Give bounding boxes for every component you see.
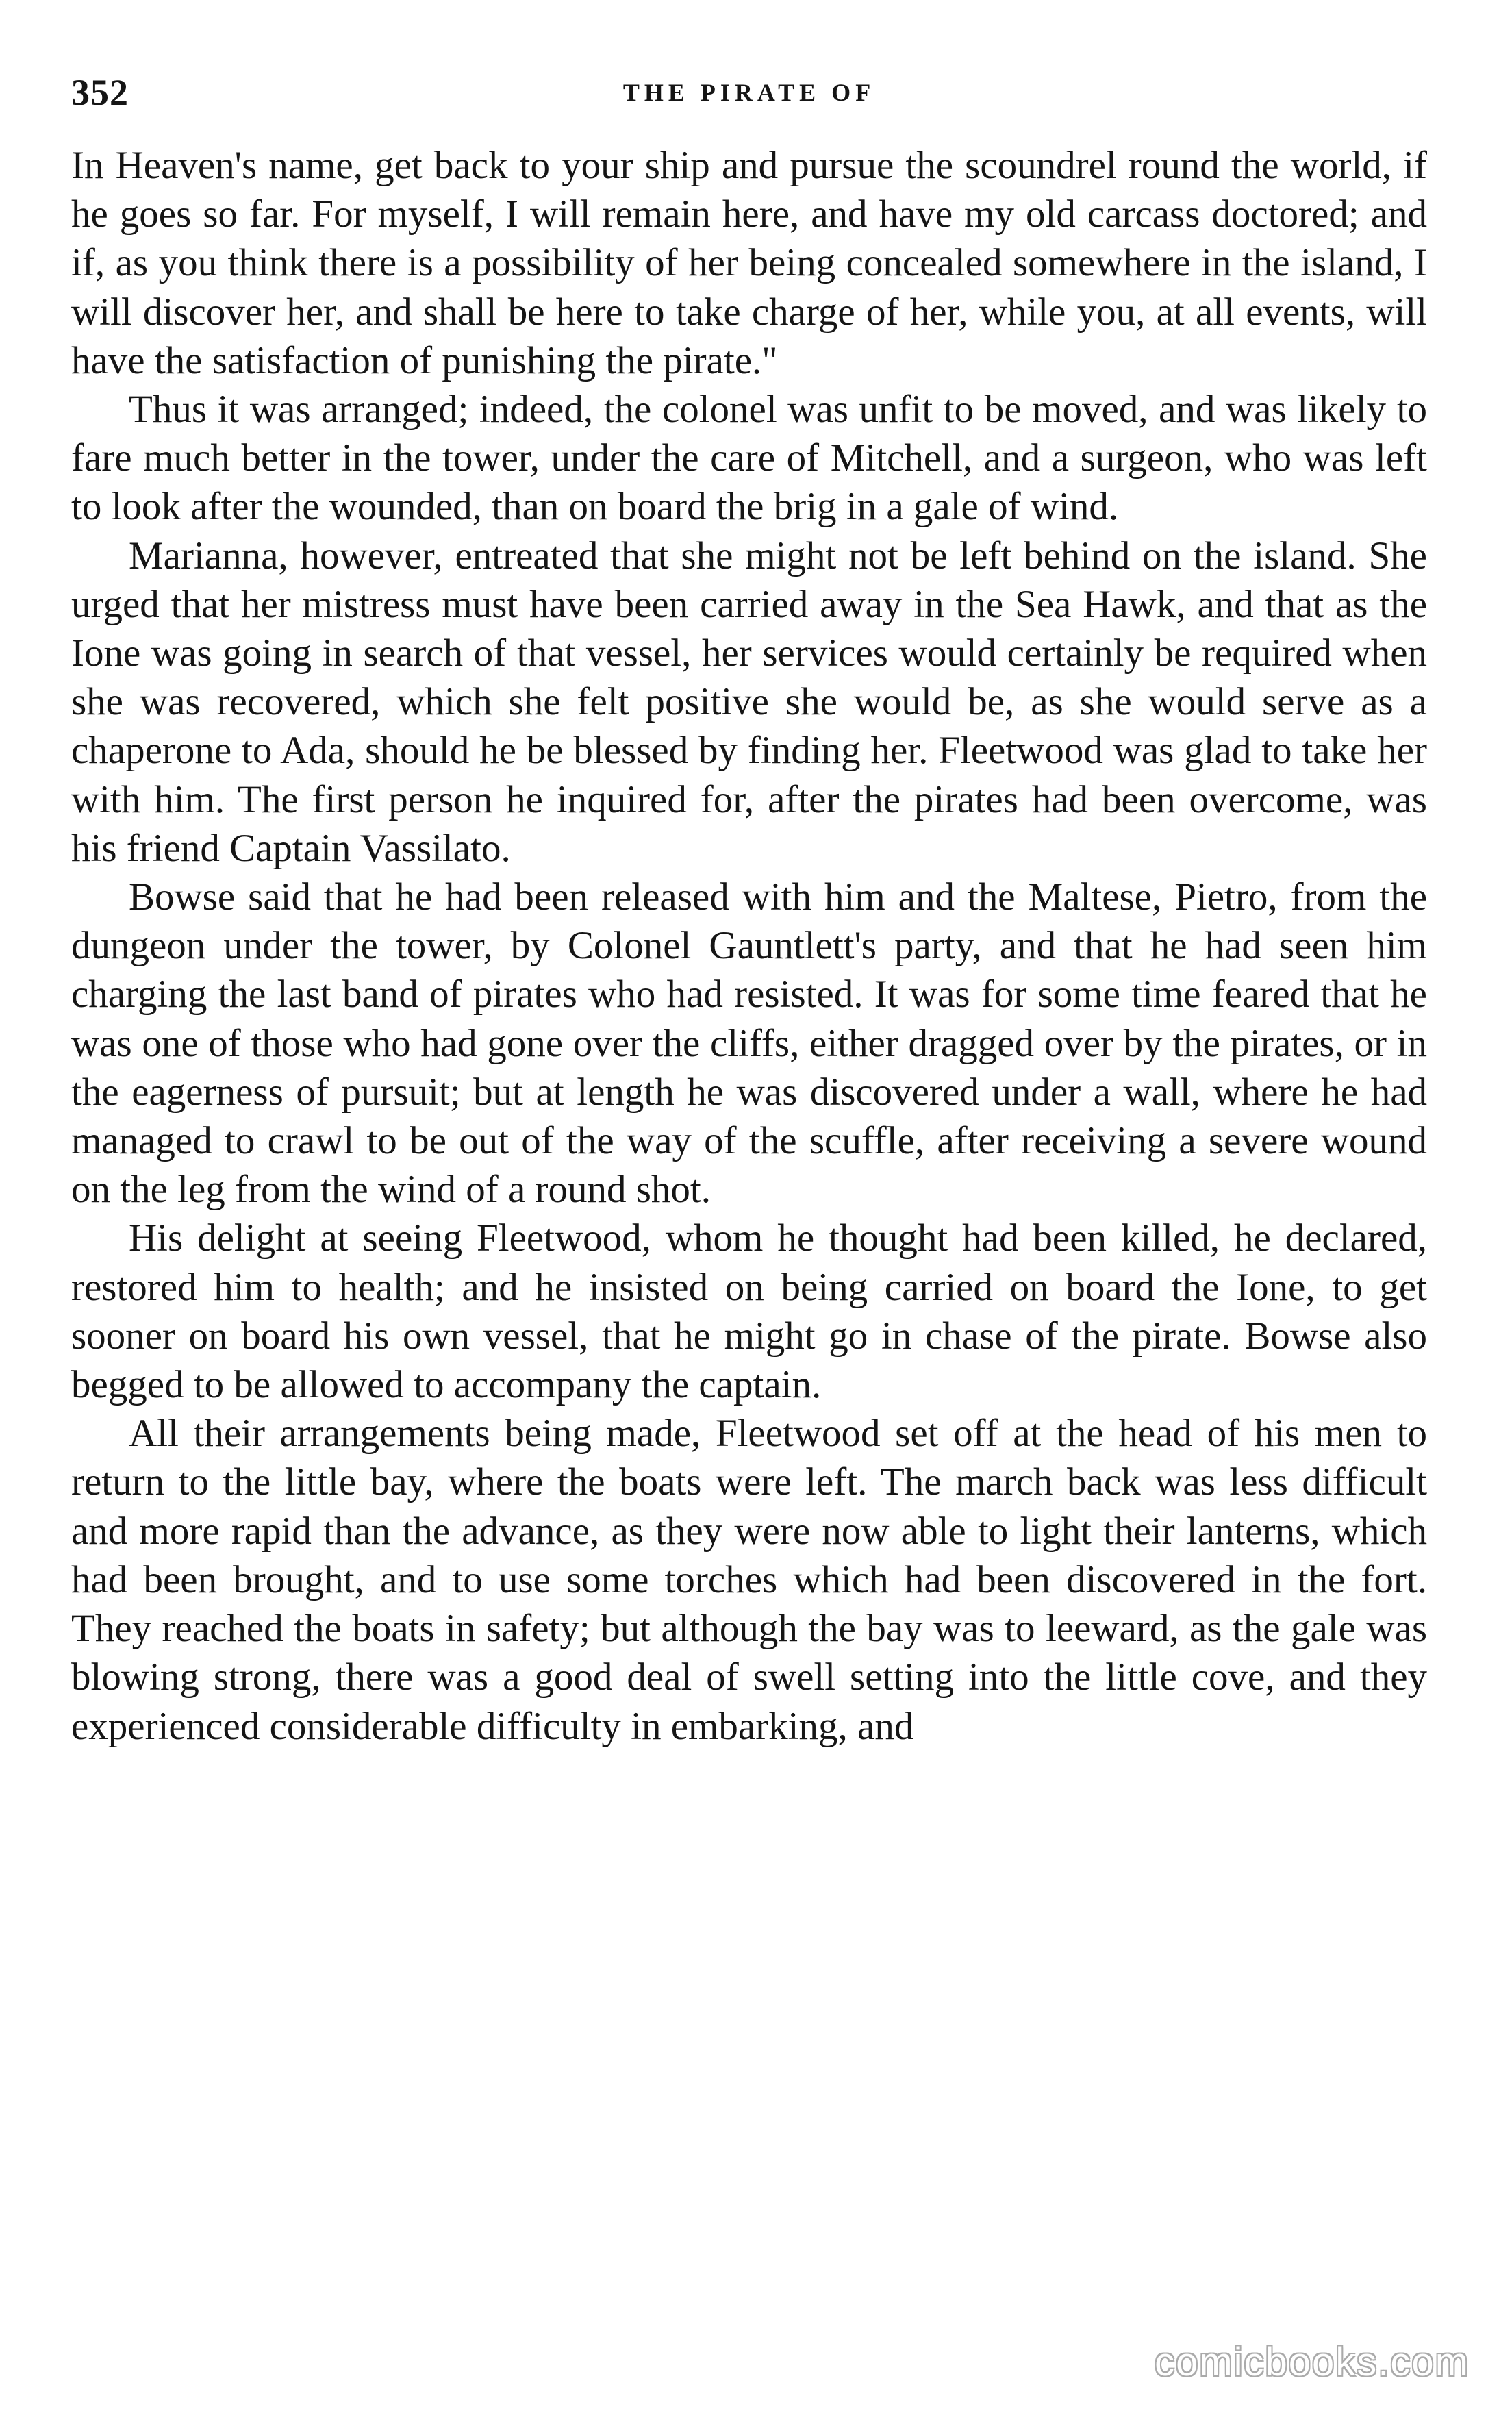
page-header (71, 71, 1427, 121)
paragraph: His delight at seeing Fleetwood, whom he thought had been killed, he declared, restored him to health; and he insisted on being carried on board the Ione, to get sooner on board his own vessel, that he might go in chase of the pirate. Bowse also begged to be allowed to accompany the captain. (71, 1216, 1427, 1407)
paragraph: Bowse said that he had been released with him and the Maltese, Pietro, from the dungeon under the tower, by Colonel Gauntlett's party, and that he had seen him charging the last band of pirates who had resisted. It was for some time feared that he was one of those who had gone over the cliffs, either dragged over by the pirates, or in the eagerness of pursuit; but at length he was discovered under a wall, where he had managed to crawl to be out of the way of the scuffle, after receiving a severe wound on the leg from the wind of a round shot. (71, 875, 1427, 1212)
paragraph: Marianna, however, entreated that she might not be left behind on the island. She urged that her mistress must have been carried away in the Sea Hawk, and that as the Ione was going in search of that vessel, her services would certainly be required when she was recovered, which she felt positive she would be, as she would serve as a chaperone to Ada, should he be blessed by finding her. Fleetwood was glad to take her with him. The first person he inquired for, after the pirates had been overcome, was his friend Captain Vassilato. (71, 534, 1427, 870)
body-text (71, 141, 1427, 1751)
paragraph: In Heaven's name, get back to your ship and pursue the scoundrel round the world, if he goes so far. For myself, I will remain here, and have my old carcass doctored; and if, as you think there is a possibility of her being concealed somewhere in the island, I will discover her, and shall be here to take charge of her, while you, at all events, will have the satisfaction of punishing the pirate." (71, 144, 1427, 382)
running-head: THE PIRATE OF (622, 79, 876, 106)
paragraph: Thus it was arranged; indeed, the colonel was unfit to be moved, and was likely to fare much better in the tower, under the care of Mitchell, and a surgeon, who was left to look after the wounded, than on board the brig in a gale of wind. (71, 388, 1427, 529)
paragraph: All their arrangements being made, Fleetwood set off at the head of his men to return to the little bay, where the boats were left. The march back was less difficult and more rapid than the advance, as they were now able to light their lanterns, which had been brought, and to use some torches which had been discovered in the fort. They reached the boats in safety; but although the bay was to leeward, as the gale was blowing strong, there was a good deal of swell setting into the little cove, and they experienced considerable difficulty in embarking, and (71, 1412, 1427, 1748)
watermark: comicbooks.com (1155, 2340, 1470, 2384)
page-number: 352 (71, 72, 129, 113)
